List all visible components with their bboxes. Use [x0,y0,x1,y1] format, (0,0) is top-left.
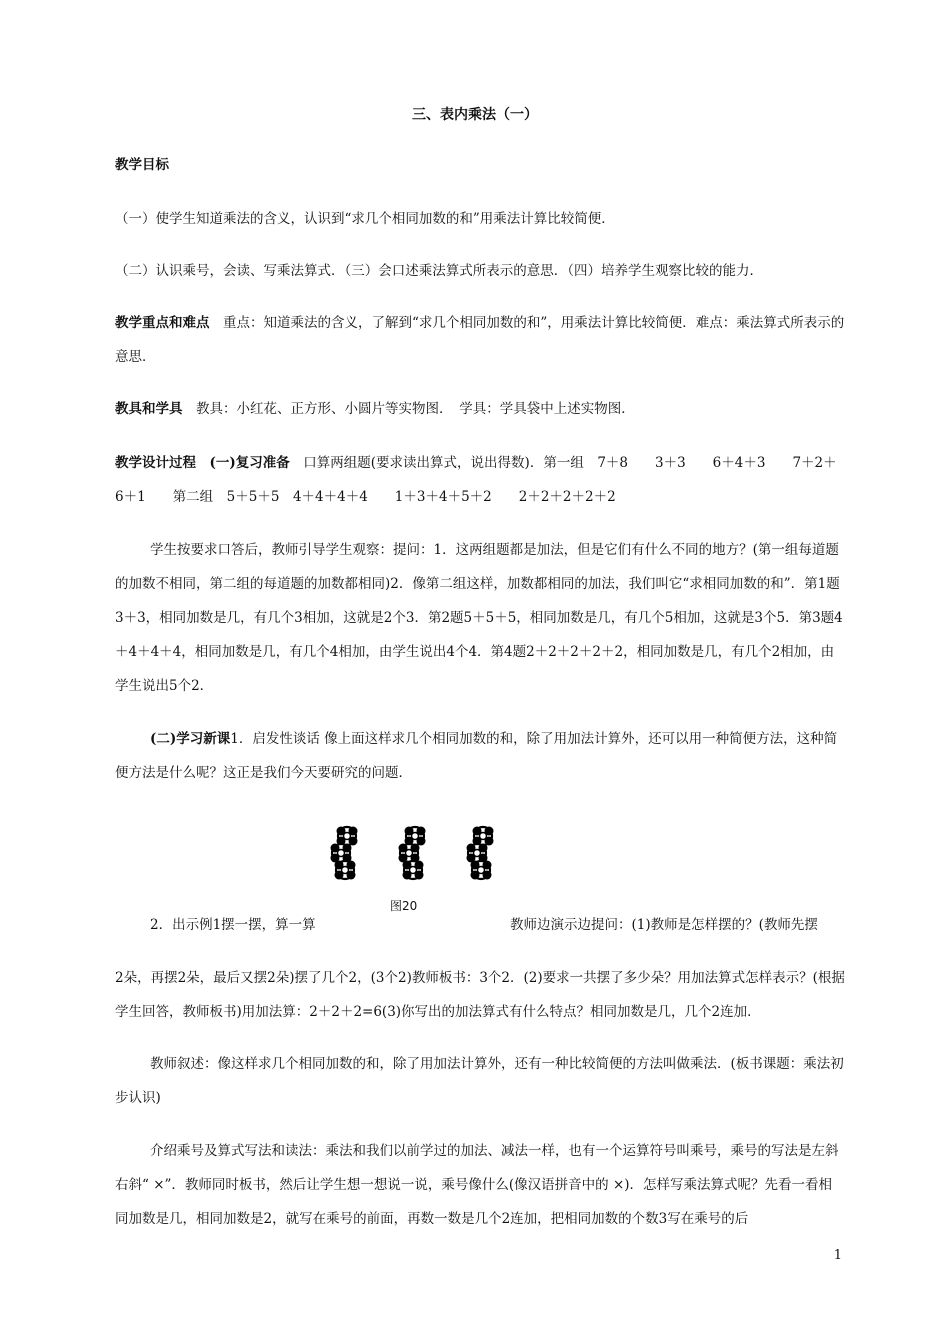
page-title: 三、表内乘法（一） [412,107,538,123]
key-points-text: 重点：知道乘法的含义，了解到“求几个相同加数的和”，用乘法计算比较简便．难点：乘法算式所表示的意思． [115,315,845,365]
heading-objectives: 教学目标 [115,157,169,173]
section-process [115,446,845,514]
example-1-continued: 2朵，再摆2朵，最后又摆2朵)摆了几个2，(3个2)教师板书：3个2．(2)要求一共摆了多少朵？用加法算式怎样表示？(根据学生回答，教师板书)用加法算：2＋2＋2=6(3)你写出的加法算式有什么特点？相同加数是几，几个2连加． [115,970,845,1020]
page-number: 1 [833,1248,842,1263]
section-new-lesson [115,722,845,790]
heading-process: 教学设计过程 [115,455,196,471]
section-tools [115,392,845,426]
flower-stack-1 [331,827,358,880]
paragraph-observe: 学生按要求口答后，教师引导学生观察：提问：1．这两组题都是加法，但是它们有什么不同的地方？(第一组每道题的加数不相同，第二组的每道题的加数都相同)2．像第二组这样，加数都相同的加法，我们叫它“求相同加数的和”．第1题3＋3，相同加数是几，有几个3相加，这就是2个3．第2题5＋5＋5，相同加数是几，有几个5相加，这就是3个5．第3题4＋4＋4＋4，相同加数是几，有几个4相加，由学生说出4个4．第4题2＋2＋2＋2＋2，相同加数是几，有几个2相加，由学生说出5个2． [115,542,843,694]
heading-tools: 教具和学具 [115,401,183,417]
process-text: 口算两组题(要求读出算式，说出得数)．第一组 7＋8 3＋3 6＋4＋3 7＋2＋6＋1 第二组 5＋5＋5 4＋4＋4＋4 1＋3＋4＋5＋2 2＋2＋2＋2＋2 [115,455,837,505]
heading-new-lesson: (二)学习新课 [150,731,231,747]
flowers-figure [325,822,525,888]
objective-2: （二）认识乘号，会读、写乘法算式．（三）会口述乘法算式所表示的意思．（四）培养学生观察比较的能力． [115,263,763,279]
heading-key-points: 教学重点和难点 [115,315,210,331]
flower-stack-2 [399,827,426,880]
new-lesson-text: 1．启发性谈话 像上面这样求几个相同加数的和，除了用加法计算外，还可以用一种简便方法，这种简便方法是什么呢？这正是我们今天要研究的问题． [115,731,838,781]
heading-review: (一)复习准备 [209,455,290,471]
flower-stack-3 [467,827,494,880]
example-1-left: 2．出示例1摆一摆，算一算 [150,917,316,933]
paragraph-narrate: 教师叙述：像这样求几个相同加数的和，除了用加法计算外，还有一种比较简便的方法叫做乘法．(板书课题：乘法初步认识) [115,1056,844,1106]
objective-1: （一）使学生知道乘法的含义，认识到“求几个相同加数的和”用乘法计算比较简便． [115,211,615,227]
section-key-points [115,306,845,374]
paragraph-intro: 介绍乘号及算式写法和读法：乘法和我们以前学过的加法、减法一样，也有一个运算符号叫乘号，乘号的写法是左斜右斜“ ×”．教师同时板书，然后让学生想一想说一说，乘号像什么(像汉语拼音中的 ×)．怎样写乘法算式呢？先看一看相同加数是几，相同加数是2，就写在乘号的前面，再数一数是几个2连加，把相同加数的个数3写在乘号的后 [115,1143,839,1227]
figure-caption: 图20 [390,899,418,913]
tools-text: 教具：小红花、正方形、小圆片等实物图． 学具：学具袋中上述实物图． [196,401,635,417]
example-1-right: 教师边演示边提问：(1)教师是怎样摆的？(教师先摆 [510,917,818,933]
